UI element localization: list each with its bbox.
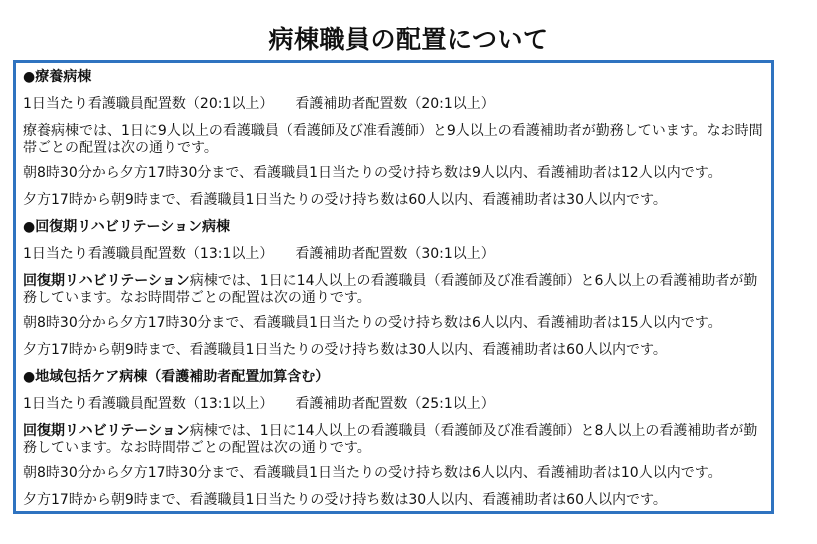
- section-ryoyo: [23, 69, 765, 209]
- description-lead: 回復期リハビリテーション: [23, 273, 190, 289]
- staffing-ratio-line: [23, 246, 765, 263]
- day-shift-info: 朝8時30分から夕方17時30分まで、看護職員1日当たりの受け持ち数は9人以内、看護補助者は12人以内です。: [23, 165, 722, 181]
- section-heading: [23, 369, 765, 386]
- staffing-description: [23, 273, 765, 307]
- description-text: 病棟では、1日に14人以上の看護職員（看護師及び准看護師）と6人以上の看護補助者が勤務しています。なお時間帯ごとの配置は次の通りです。: [23, 273, 758, 306]
- aide-ratio: 看護補助者配置数（20:1以上）: [295, 96, 495, 112]
- night-shift-info: 夕方17時から朝9時まで、看護職員1日当たりの受け持ち数は30人以内、看護補助者は60人以内です。: [23, 492, 667, 508]
- staffing-description: [23, 123, 765, 157]
- section-heading: [23, 69, 765, 86]
- night-shift-info: 夕方17時から朝9時まで、看護職員1日当たりの受け持ち数は30人以内、看護補助者は60人以内です。: [23, 342, 667, 358]
- section-heading-text: 地域包括ケア病棟（看護補助者配置加算含む）: [35, 369, 330, 385]
- bullet-icon: ●: [23, 219, 36, 235]
- staffing-ratio-line: [23, 96, 765, 113]
- page-title: 病棟職員の配置について: [268, 25, 549, 54]
- section-heading-text: 回復期リハビリテーション病棟: [35, 219, 230, 235]
- description-text: 療養病棟では、1日に9人以上の看護職員（看護師及び准看護師）と9人以上の看護補助者が勤務しています。なお時間帯ごとの配置は次の通りです。: [23, 123, 763, 156]
- section-heading-text: 療養病棟: [35, 69, 92, 85]
- nurse-ratio: 1日当たり看護職員配置数（13:1以上）: [23, 246, 274, 262]
- aide-ratio: 看護補助者配置数（30:1以上）: [295, 246, 495, 262]
- bullet-icon: ●: [23, 369, 36, 385]
- staffing-info-box: [13, 60, 774, 514]
- section-kaifukuki: [23, 219, 765, 359]
- night-shift-info: 夕方17時から朝9時まで、看護職員1日当たりの受け持ち数は60人以内、看護補助者は30人以内です。: [23, 192, 667, 208]
- section-heading: [23, 219, 765, 236]
- nurse-ratio: 1日当たり看護職員配置数（20:1以上）: [23, 96, 274, 112]
- section-chiiki-houkatsu: [23, 369, 765, 509]
- description-lead: 回復期リハビリテーション: [23, 423, 190, 439]
- staffing-ratio-line: [23, 396, 765, 413]
- aide-ratio: 看護補助者配置数（25:1以上）: [295, 396, 495, 412]
- description-text: 病棟では、1日に14人以上の看護職員（看護師及び准看護師）と8人以上の看護補助者が勤務しています。なお時間帯ごとの配置は次の通りです。: [23, 423, 758, 456]
- staffing-description: [23, 423, 765, 457]
- day-shift-info: 朝8時30分から夕方17時30分まで、看護職員1日当たりの受け持ち数は6人以内、看護補助者は10人以内です。: [23, 465, 722, 481]
- bullet-icon: ●: [23, 69, 36, 85]
- nurse-ratio: 1日当たり看護職員配置数（13:1以上）: [23, 396, 274, 412]
- day-shift-info: 朝8時30分から夕方17時30分まで、看護職員1日当たりの受け持ち数は6人以内、看護補助者は15人以内です。: [23, 315, 722, 331]
